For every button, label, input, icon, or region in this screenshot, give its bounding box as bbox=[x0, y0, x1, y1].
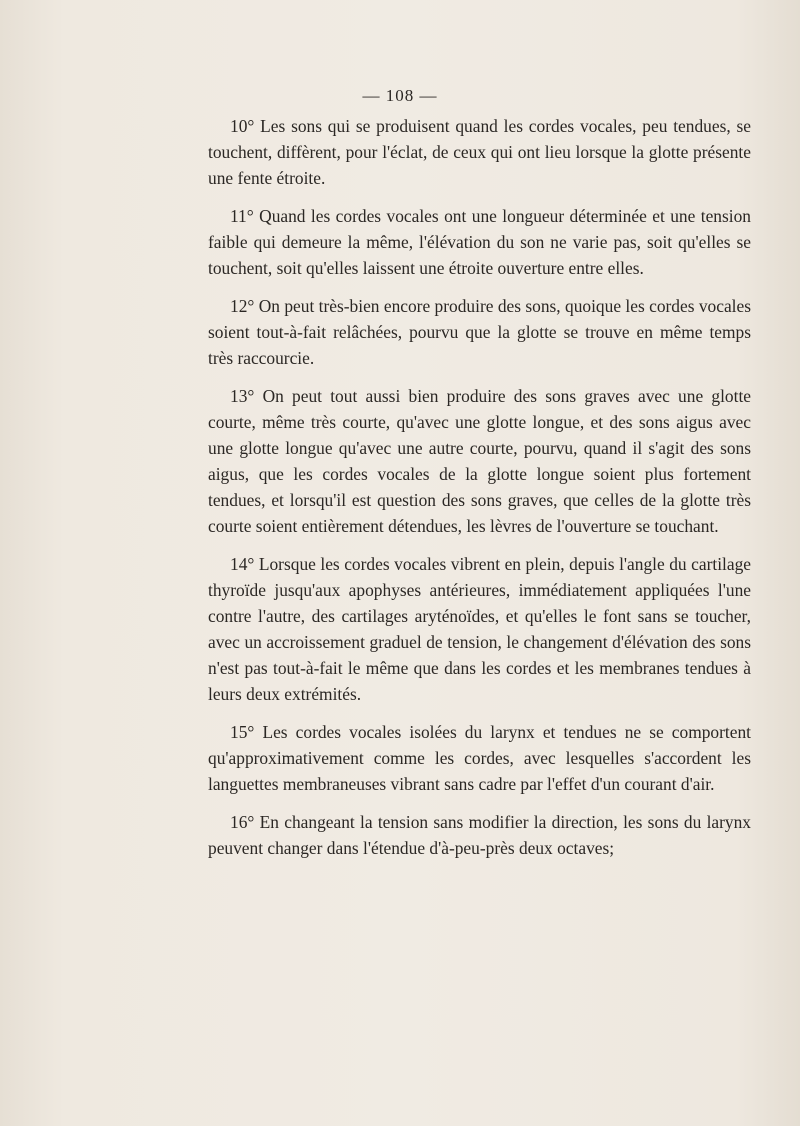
page-number: — 108 — bbox=[362, 86, 438, 105]
paragraph-11: 11° Quand les cordes vocales ont une longueur déterminée et une tension faible qui demeure la même, l'élévation du son ne varie pas, soit qu'elles se touchent, soit qu'elles laissent une étroite ouverture entre elles. bbox=[208, 206, 751, 278]
paragraph-14: 14° Lorsque les cordes vocales vibrent en plein, depuis l'angle du cartilage thyroïde jusqu'aux apophyses antérieures, immédiatement appliquées l'une contre l'autre, des cartilages aryténoïdes, et qu'elles le font sans se toucher, avec un accroissement graduel de tension, le changement d'élévation des sons n'est pas tout-à-fait le même que dans les cordes et les membranes tendues à leurs deux extrémités. bbox=[208, 554, 751, 704]
paragraph-10: 10° Les sons qui se produisent quand les cordes vocales, peu tendues, se touchent, diffèrent, pour l'éclat, de ceux qui ont lieu lorsque la glotte présente une fente étroite. bbox=[208, 116, 751, 188]
paragraph-15: 15° Les cordes vocales isolées du larynx et tendues ne se comportent qu'approximativement comme les cordes, avec lesquelles s'accordent les languettes membraneuses vibrant sans cadre par l'effet d'un courant d'air. bbox=[208, 722, 751, 794]
body-text bbox=[208, 113, 751, 861]
paragraph-16: 16° En changeant la tension sans modifier la direction, les sons du larynx peuvent changer dans l'étendue d'à-peu-près deux octaves; bbox=[208, 812, 751, 858]
paragraph-13: 13° On peut tout aussi bien produire des sons graves avec une glotte courte, même très courte, qu'avec une glotte longue, et des sons aigus avec une glotte longue qu'avec une autre courte, pourvu, quand il s'agit des sons aigus, que les cordes vocales de la glotte longue soient plus fortement tendues, et lorsqu'il est question des sons graves, que celles de la glotte très courte soient entièrement détendues, les lèvres de l'ouverture se touchant. bbox=[208, 386, 751, 536]
paragraph-12: 12° On peut très-bien encore produire des sons, quoique les cordes vocales soient tout-à-fait relâchées, pourvu que la glotte se trouve en même temps très raccourcie. bbox=[208, 296, 751, 368]
